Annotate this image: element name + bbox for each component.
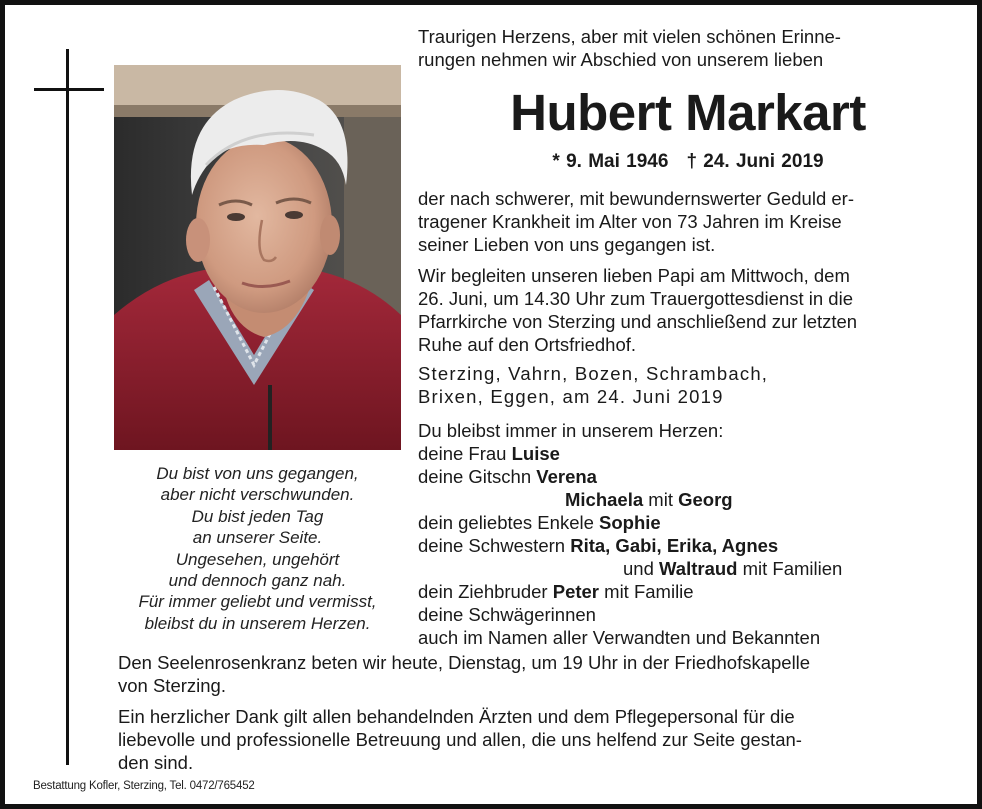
mourner-foster-brother (418, 580, 842, 603)
mourner-role: deine Schwestern (418, 535, 571, 556)
poem-line: und dennoch ganz nah. (168, 571, 347, 591)
text-line: Ein herzlicher Dank gilt allen behandelnden Ärzten und dem Pflegepersonal für die (118, 706, 795, 727)
text-line: seiner Lieben von uns gegangen ist. (418, 234, 716, 255)
poem-line: an unserer Seite. (192, 528, 323, 548)
mourners-list (418, 419, 842, 649)
mourner-daughter (418, 488, 842, 511)
mourner-relatives: auch im Namen aller Verwandten und Bekannten (418, 627, 821, 648)
text-line: Den Seelenrosenkranz beten wir heute, Dienstag, um 19 Uhr in der Friedhofskapelle (118, 652, 811, 673)
mourner-name: Sophie (599, 512, 661, 533)
deceased-name: Hubert Markart (510, 84, 866, 141)
text-line: 26. Juni, um 14.30 Uhr zum Trauergottesdienst in die (418, 288, 853, 309)
text-line: Wir begleiten unseren lieben Papi am Mittwoch, dem (418, 265, 850, 286)
mourner-connector: und (623, 558, 660, 579)
text-line: der nach schwerer, mit bewundernswerter Geduld er- (418, 188, 854, 209)
mourner-name: Georg (678, 489, 733, 510)
illness-paragraph (418, 187, 854, 256)
intro-line: Traurigen Herzens, aber mit vielen schönen Erinne- (418, 26, 841, 47)
birth-date: * 9. Mai 1946 (552, 151, 669, 172)
poem-line: Du bist jeden Tag (191, 506, 324, 526)
text-line: Sterzing, Vahrn, Bozen, Schrambach, (418, 363, 769, 384)
text-line: liebevolle und professionelle Betreuung und allen, die uns helfend zur Seite gestan- (118, 729, 802, 750)
mourner-connector: mit Familie (599, 581, 694, 602)
poem-line: aber nicht verschwunden. (160, 485, 355, 505)
mourners-heading: Du bleibst immer in unserem Herzen: (418, 420, 724, 441)
text-line: tragener Krankheit im Alter von 73 Jahren im Kreise (418, 211, 842, 232)
cross-horizontal-bar (34, 88, 104, 91)
text-line: den sind. (118, 752, 194, 773)
poem-line: bleibst du in unserem Herzen. (144, 613, 371, 633)
mourner-sister (418, 557, 842, 580)
text-line: Brixen, Eggen, am 24. Juni 2019 (418, 386, 724, 407)
intro-text (418, 25, 841, 71)
text-line: Pfarrkirche von Sterzing und anschließend zur letzten (418, 311, 858, 332)
mourner-name: Verena (536, 466, 597, 487)
poem-line: Du bist von uns gegangen, (156, 464, 359, 483)
funeral-paragraph (418, 264, 857, 356)
mourner-connector: mit Familien (737, 558, 843, 579)
portrait-photo (114, 65, 401, 450)
cross-vertical-bar (66, 49, 69, 765)
mourner-role: dein geliebtes Enkele (418, 512, 600, 533)
thanks-paragraph (118, 705, 802, 774)
text-line: Ruhe auf den Ortsfriedhof. (418, 334, 637, 355)
mourner-name: Michaela (565, 489, 644, 510)
mourner-connector: mit (643, 489, 679, 510)
mourner-sisters (418, 534, 842, 557)
poem (114, 463, 401, 634)
mourner-grandchild (418, 511, 842, 534)
mourner-role: deine Frau (418, 443, 512, 464)
intro-line: rungen nehmen wir Abschied von unserem lieben (418, 49, 824, 70)
mourner-name: Rita, Gabi, Erika, Agnes (570, 535, 779, 556)
mourner-wife (418, 442, 842, 465)
mourner-name: Peter (552, 581, 600, 602)
mourner-name: Luise (511, 443, 560, 464)
funeral-home-footer: Bestattung Kofler, Sterzing, Tel. 0472/765452 (33, 780, 255, 792)
poem-line: Ungesehen, ungehört (175, 549, 340, 569)
poem-line: Für immer geliebt und vermisst, (138, 592, 377, 612)
mourner-name: Waltraud (659, 558, 738, 579)
mourner-role: deine Gitschn (418, 466, 537, 487)
rosary-paragraph (118, 651, 810, 697)
place-date (418, 362, 768, 408)
death-date: † 24. Juni 2019 (686, 151, 824, 172)
life-dates (418, 151, 958, 173)
mourner-role: dein Ziehbruder (418, 581, 553, 602)
text-line: von Sterzing. (118, 675, 226, 696)
mourner-sisters-in-law: deine Schwägerinnen (418, 604, 596, 625)
mourner-daughter (418, 465, 842, 488)
